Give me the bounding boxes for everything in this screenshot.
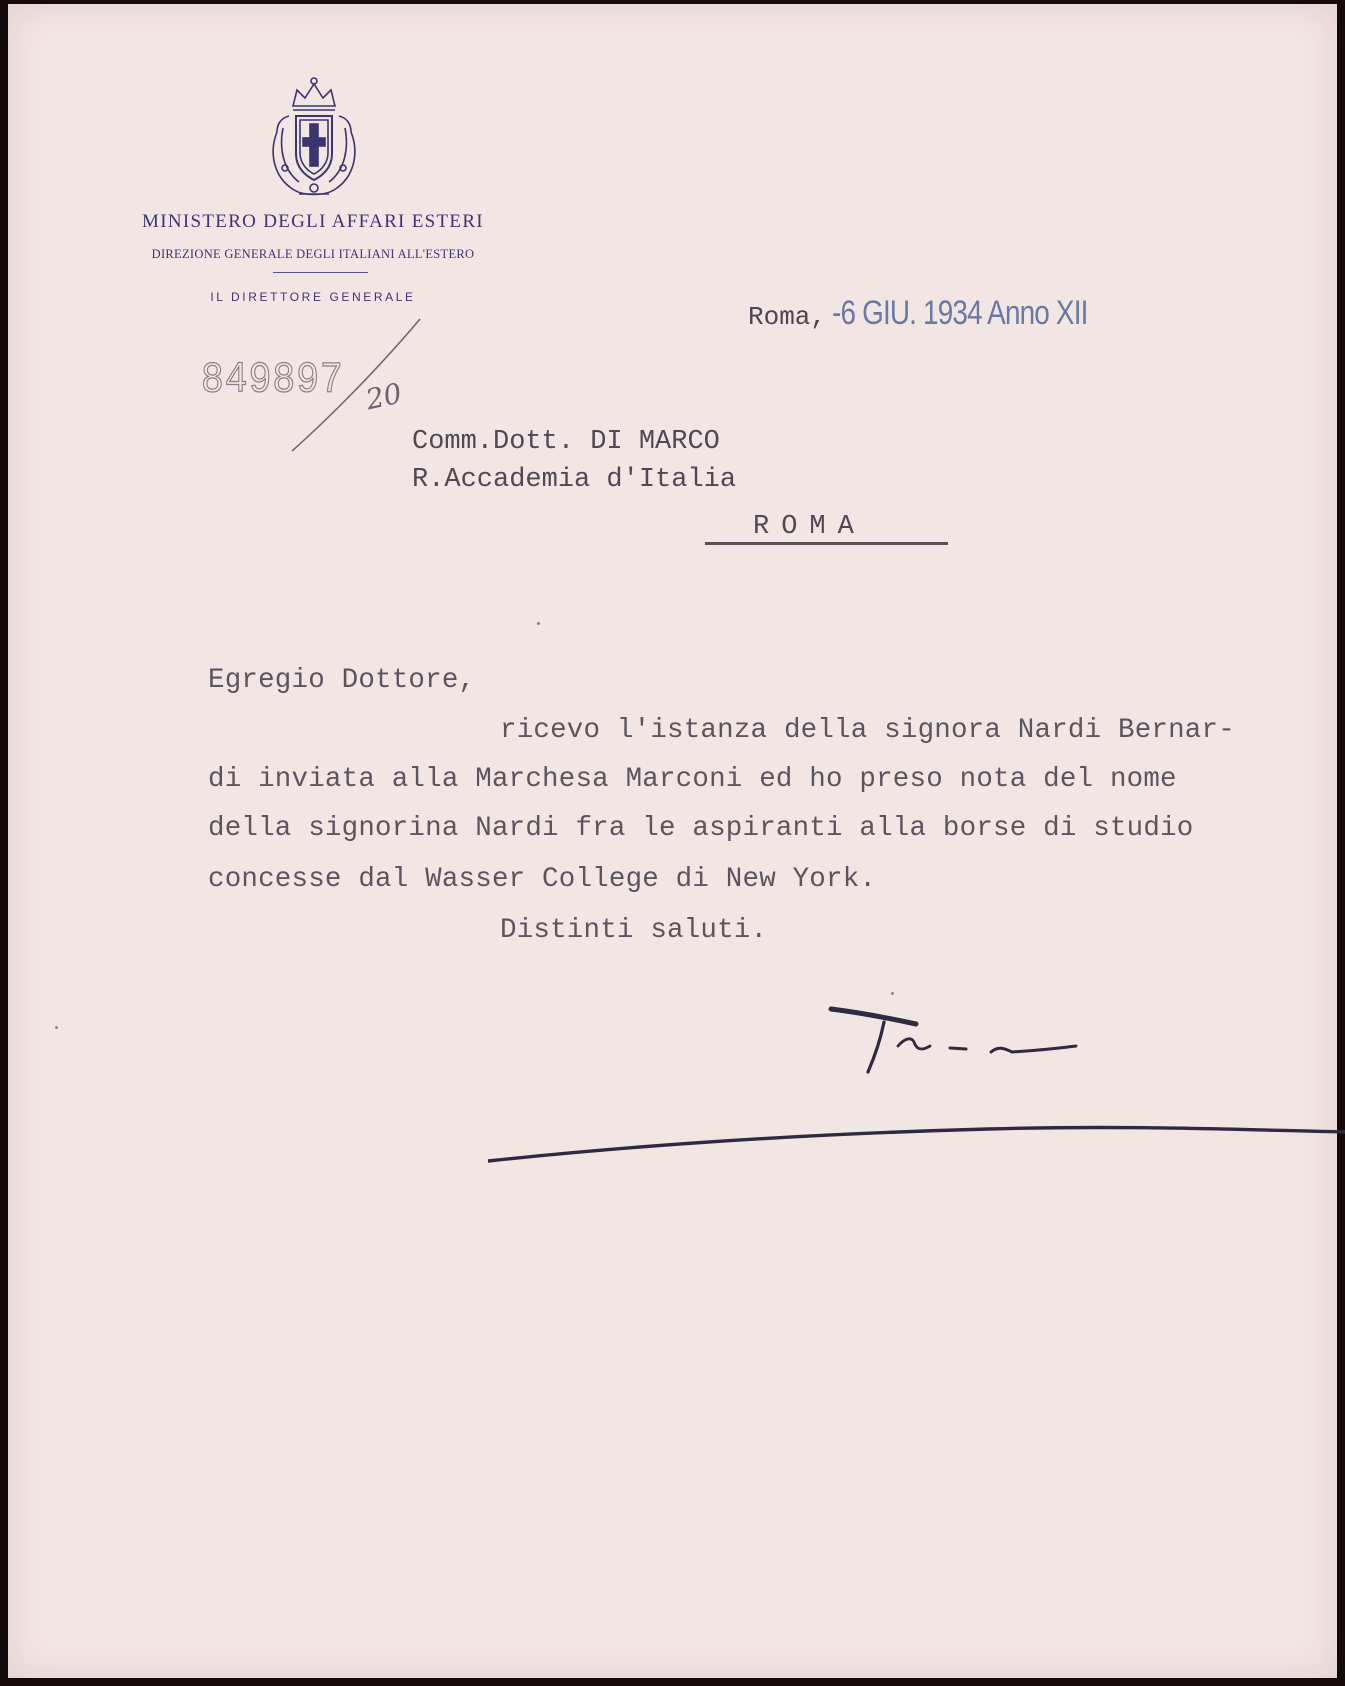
- date-stamp: -6 GIU. 1934 Anno XII: [832, 294, 1088, 332]
- paper-speck: [55, 1026, 58, 1029]
- body-line: della signorina Nardi fra le aspiranti alla borse di studio: [208, 813, 1194, 844]
- letterhead-ministry: MINISTERO DEGLI AFFARI ESTERI: [142, 211, 484, 232]
- closing: Distinti saluti.: [500, 915, 768, 946]
- paper-speck: [891, 992, 894, 995]
- recipient-name: Comm.Dott. DI MARCO: [412, 427, 720, 457]
- body-line: di inviata alla Marchesa Marconi ed ho preso nota del nome: [208, 764, 1177, 795]
- paper-speck: [537, 622, 540, 625]
- letterhead-divider: [273, 272, 368, 273]
- body-line: concesse dal Wasser College di New York.: [208, 864, 877, 895]
- handwritten-signature: [488, 994, 1345, 1169]
- letter-sheet: [8, 4, 1337, 1678]
- recipient-institution: R.Accademia d'Italia: [412, 465, 737, 495]
- date-place: Roma,: [748, 302, 827, 332]
- salutation: Egregio Dottore,: [208, 665, 476, 696]
- savoy-crest-icon: [259, 72, 369, 202]
- body-line: ricevo l'istanza della signora Nardi Bernar-: [500, 715, 1235, 746]
- letterhead-direction: DIREZIONE GENERALE DEGLI ITALIANI ALL'ESTERO: [151, 247, 475, 261]
- date-line: [748, 294, 1144, 333]
- letterhead-director-title: IL DIRETTORE GENERALE: [210, 290, 416, 304]
- protocol-suffix: 20: [362, 376, 405, 417]
- protocol-number: 849897: [201, 356, 344, 406]
- recipient-city: ROMA: [753, 512, 866, 542]
- recipient-city-underline: [705, 542, 948, 545]
